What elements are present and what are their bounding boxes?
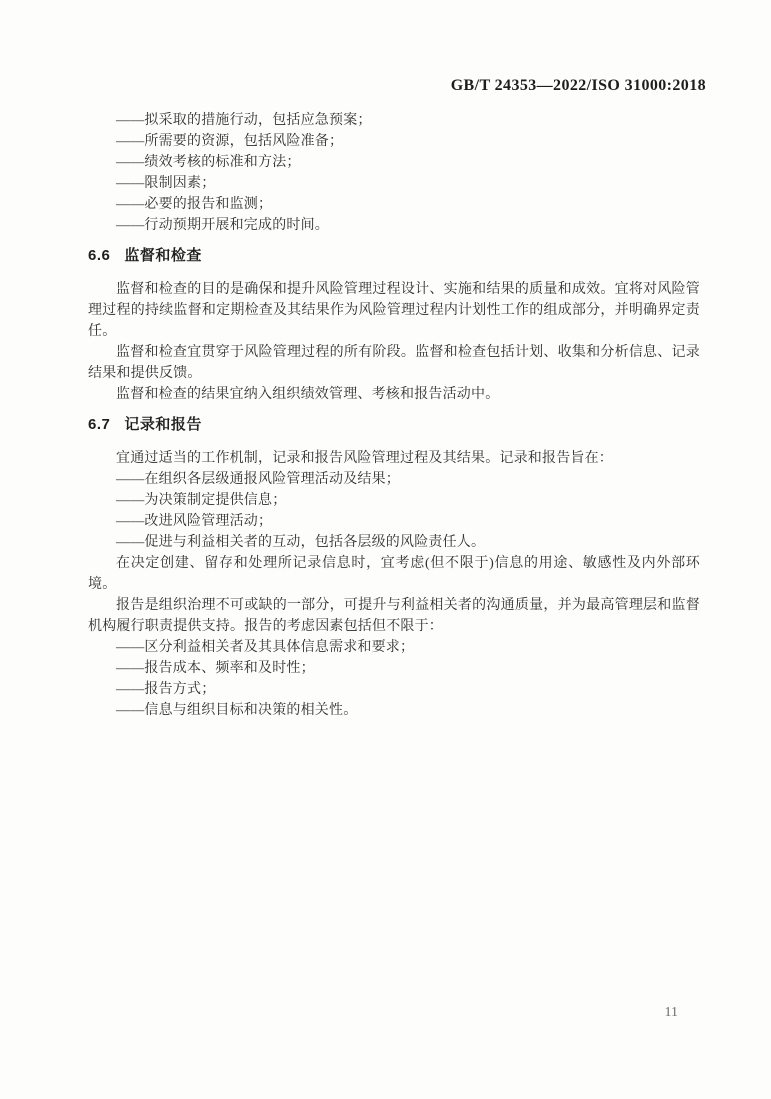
section-heading-6-7 <box>88 414 700 436</box>
paragraph: 在决定创建、留存和处理所记录信息时，宜考虑(但不限于)信息的用途、敏感性及内外部环境。 <box>88 556 700 592</box>
list-item: ——为决策制定提供信息； <box>116 493 287 508</box>
list-item: ——改进风险管理活动； <box>116 514 273 529</box>
paragraph: 监督和检查的结果宜纳入组织绩效管理、考核和报告活动中。 <box>116 387 500 402</box>
report-factors-list <box>88 637 700 721</box>
list-item: ——必要的报告和监测； <box>116 197 273 212</box>
document-content <box>88 110 700 721</box>
list-item: ——在组织各层级通报风险管理活动及结果； <box>116 472 400 487</box>
section-title: 记录和报告 <box>124 416 202 433</box>
paragraph: 宜通过适当的工作机制，记录和报告风险管理过程及其结果。记录和报告旨在： <box>116 451 613 466</box>
section-heading-6-6 <box>88 245 700 267</box>
paragraph: 监督和检查宜贯穿于风险管理过程的所有阶段。监督和检查包括计划、收集和分析信息、记录结果和提供反馈。 <box>88 345 700 381</box>
list-item: ——所需要的资源，包括风险准备； <box>116 134 344 149</box>
section-number: 6.6 <box>88 247 111 264</box>
list-item: ——绩效考核的标准和方法； <box>116 155 301 170</box>
standard-code-header: GB/T 24353—2022/ISO 31000:2018 <box>450 77 706 94</box>
section-title: 监督和检查 <box>124 247 202 264</box>
paragraph: 监督和检查的目的是确保和提升风险管理过程设计、实施和结果的质量和成效。宜将对风险管理过程的持续监督和定期检查及其结果作为风险管理过程内计划性工作的组成部分，并明确界定责任。 <box>88 282 700 339</box>
list-item: ——限制因素； <box>116 176 216 191</box>
page-number: 11 <box>664 1005 678 1020</box>
list-item: ——信息与组织目标和决策的相关性。 <box>116 703 358 718</box>
section-number: 6.7 <box>88 416 111 433</box>
list-item: ——行动预期开展和完成的时间。 <box>116 218 329 233</box>
action-items-list <box>88 110 700 236</box>
list-item: ——促进与利益相关者的互动，包括各层级的风险责任人。 <box>116 535 486 550</box>
list-item: ——拟采取的措施行动，包括应急预案； <box>116 113 372 128</box>
paragraph: 报告是组织治理不可或缺的一部分，可提升与利益相关者的沟通质量，并为最高管理层和监督机构履行职责提供支持。报告的考虑因素包括但不限于： <box>88 598 700 634</box>
list-item: ——报告方式； <box>116 682 216 697</box>
list-item: ——区分利益相关者及其具体信息需求和要求； <box>116 640 415 655</box>
reporting-aims-list <box>88 469 700 553</box>
list-item: ——报告成本、频率和及时性； <box>116 661 315 676</box>
